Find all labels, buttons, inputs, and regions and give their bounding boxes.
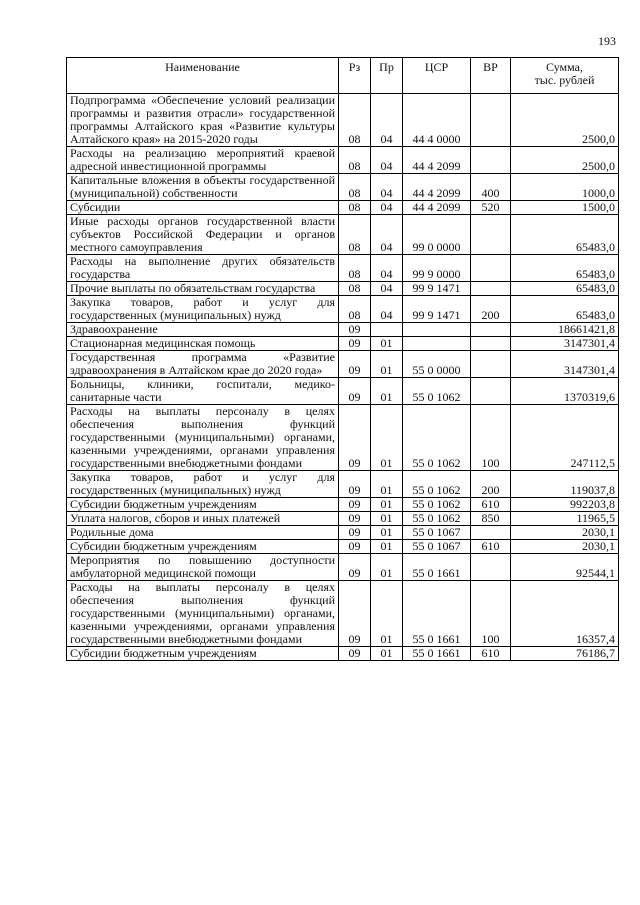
row-pr: 01: [371, 378, 403, 405]
row-vr: [471, 94, 511, 147]
row-rz: 09: [339, 471, 371, 498]
row-rz: 08: [339, 94, 371, 147]
row-sum: 92544,1: [511, 554, 619, 581]
row-vr: 200: [471, 296, 511, 323]
row-name: Иные расходы органов государственной власти субъектов Российской Федерации и органов местного самоуправления: [67, 215, 339, 255]
row-sum: 3147301,4: [511, 351, 619, 378]
row-vr: 520: [471, 201, 511, 215]
row-csr: [403, 337, 471, 351]
table-row: [67, 255, 619, 282]
table-row: [67, 337, 619, 351]
row-vr: 610: [471, 540, 511, 554]
row-pr: 04: [371, 201, 403, 215]
row-pr: 04: [371, 147, 403, 174]
row-rz: 08: [339, 201, 371, 215]
table-row: [67, 526, 619, 540]
row-sum: 2030,1: [511, 526, 619, 540]
row-vr: 100: [471, 405, 511, 471]
row-pr: 04: [371, 255, 403, 282]
table-header-row: [67, 58, 619, 94]
row-rz: 09: [339, 647, 371, 661]
row-csr: 55 0 1062: [403, 378, 471, 405]
row-csr: 55 0 1067: [403, 526, 471, 540]
row-pr: 01: [371, 405, 403, 471]
row-pr: 04: [371, 215, 403, 255]
row-name: Субсидии бюджетным учреждениям: [67, 540, 339, 554]
row-name: Больницы, клиники, госпитали, медико-санитарные части: [67, 378, 339, 405]
row-csr: 55 0 1062: [403, 512, 471, 526]
table-row: [67, 296, 619, 323]
row-name: Субсидии: [67, 201, 339, 215]
row-csr: 55 0 1661: [403, 581, 471, 647]
row-name: Родильные дома: [67, 526, 339, 540]
row-vr: [471, 526, 511, 540]
row-vr: [471, 337, 511, 351]
row-rz: 08: [339, 282, 371, 296]
row-csr: 55 0 1661: [403, 647, 471, 661]
row-sum: 65483,0: [511, 282, 619, 296]
table-body: [67, 94, 619, 661]
row-name: Субсидии бюджетным учреждениям: [67, 498, 339, 512]
row-vr: [471, 323, 511, 337]
row-vr: 100: [471, 581, 511, 647]
header-vr: ВР: [471, 58, 511, 94]
row-rz: 09: [339, 526, 371, 540]
row-vr: [471, 147, 511, 174]
row-vr: 850: [471, 512, 511, 526]
row-name: Уплата налогов, сборов и иных платежей: [67, 512, 339, 526]
row-rz: 09: [339, 351, 371, 378]
row-rz: 09: [339, 581, 371, 647]
table-row: [67, 378, 619, 405]
table-row: [67, 282, 619, 296]
row-name: Расходы на выполнение других обязательств государства: [67, 255, 339, 282]
row-sum: 2030,1: [511, 540, 619, 554]
row-pr: 01: [371, 498, 403, 512]
table-row: [67, 554, 619, 581]
table-row: [67, 581, 619, 647]
row-pr: 01: [371, 554, 403, 581]
row-rz: 08: [339, 215, 371, 255]
table-row: [67, 471, 619, 498]
row-name: Расходы на реализацию мероприятий краевой адресной инвестиционной программы: [67, 147, 339, 174]
row-name: Мероприятия по повышению доступности амбулаторной медицинской помощи: [67, 554, 339, 581]
row-csr: 55 0 1661: [403, 554, 471, 581]
row-sum: 1370319,6: [511, 378, 619, 405]
row-vr: [471, 351, 511, 378]
table-row: [67, 323, 619, 337]
row-name: Расходы на выплаты персоналу в целях обеспечения выполнения функций государственными (муниципальными) органами, казенными учреждениями, органами управления государственными внебюджетными фондами: [67, 405, 339, 471]
row-name: Капитальные вложения в объекты государственной (муниципальной) собственности: [67, 174, 339, 201]
table-row: [67, 174, 619, 201]
row-sum: 1500,0: [511, 201, 619, 215]
row-rz: 08: [339, 147, 371, 174]
row-pr: 01: [371, 540, 403, 554]
row-sum: 76186,7: [511, 647, 619, 661]
row-sum: 992203,8: [511, 498, 619, 512]
row-pr: 01: [371, 526, 403, 540]
row-rz: 08: [339, 255, 371, 282]
row-sum: 247112,5: [511, 405, 619, 471]
row-pr: 04: [371, 296, 403, 323]
row-pr: 01: [371, 581, 403, 647]
row-name: Подпрограмма «Обеспечение условий реализации программы и развития отрасли» государственной программы Алтайского края «Развитие культуры Алтайского края» на 2015-2020 годы: [67, 94, 339, 147]
row-rz: 08: [339, 174, 371, 201]
row-sum: 65483,0: [511, 296, 619, 323]
table-row: [67, 405, 619, 471]
header-name: Наименование: [67, 58, 339, 94]
row-pr: 01: [371, 471, 403, 498]
row-csr: 99 9 1471: [403, 282, 471, 296]
row-vr: [471, 255, 511, 282]
row-vr: [471, 282, 511, 296]
row-csr: 44 4 2099: [403, 174, 471, 201]
row-pr: 04: [371, 174, 403, 201]
row-pr: 04: [371, 94, 403, 147]
row-pr: 01: [371, 337, 403, 351]
row-sum: 65483,0: [511, 255, 619, 282]
table-row: [67, 94, 619, 147]
row-vr: [471, 554, 511, 581]
header-sum: Сумма, тыс. рублей: [511, 58, 619, 94]
row-vr: 400: [471, 174, 511, 201]
row-vr: 200: [471, 471, 511, 498]
row-name: Государственная программа «Развитие здравоохранения в Алтайском крае до 2020 года»: [67, 351, 339, 378]
row-csr: 44 4 2099: [403, 147, 471, 174]
row-sum: 65483,0: [511, 215, 619, 255]
row-csr: 99 0 0000: [403, 215, 471, 255]
row-name: Прочие выплаты по обязательствам государства: [67, 282, 339, 296]
table-row: [67, 512, 619, 526]
row-csr: 55 0 0000: [403, 351, 471, 378]
row-pr: 04: [371, 282, 403, 296]
table-row: [67, 540, 619, 554]
row-pr: 01: [371, 512, 403, 526]
row-sum: 1000,0: [511, 174, 619, 201]
row-sum: 16357,4: [511, 581, 619, 647]
header-rz: Рз: [339, 58, 371, 94]
row-csr: 55 0 1067: [403, 540, 471, 554]
row-rz: 09: [339, 323, 371, 337]
row-csr: 44 4 0000: [403, 94, 471, 147]
row-sum: 119037,8: [511, 471, 619, 498]
row-name: Субсидии бюджетным учреждениям: [67, 647, 339, 661]
row-sum: 18661421,8: [511, 323, 619, 337]
row-sum: 2500,0: [511, 147, 619, 174]
row-pr: 01: [371, 647, 403, 661]
header-csr: ЦСР: [403, 58, 471, 94]
row-csr: 55 0 1062: [403, 405, 471, 471]
row-csr: 55 0 1062: [403, 471, 471, 498]
row-sum: 3147301,4: [511, 337, 619, 351]
row-csr: 44 4 2099: [403, 201, 471, 215]
page-number: 193: [598, 34, 616, 48]
row-name: Закупка товаров, работ и услуг для государственных (муниципальных) нужд: [67, 471, 339, 498]
row-sum: 11965,5: [511, 512, 619, 526]
row-vr: 610: [471, 498, 511, 512]
table-row: [67, 215, 619, 255]
row-vr: [471, 215, 511, 255]
row-rz: 09: [339, 498, 371, 512]
table-row: [67, 351, 619, 378]
row-csr: 55 0 1062: [403, 498, 471, 512]
row-sum: 2500,0: [511, 94, 619, 147]
table-row: [67, 498, 619, 512]
row-pr: 01: [371, 351, 403, 378]
row-rz: 09: [339, 378, 371, 405]
row-rz: 09: [339, 512, 371, 526]
row-csr: [403, 323, 471, 337]
table-row: [67, 647, 619, 661]
row-csr: 99 9 1471: [403, 296, 471, 323]
row-rz: 08: [339, 296, 371, 323]
row-rz: 09: [339, 554, 371, 581]
row-csr: 99 9 0000: [403, 255, 471, 282]
row-pr: [371, 323, 403, 337]
row-rz: 09: [339, 540, 371, 554]
row-name: Стационарная медицинская помощь: [67, 337, 339, 351]
header-pr: Пр: [371, 58, 403, 94]
row-rz: 09: [339, 337, 371, 351]
row-rz: 09: [339, 405, 371, 471]
table-row: [67, 147, 619, 174]
budget-table: [66, 57, 619, 661]
row-vr: 610: [471, 647, 511, 661]
row-name: Расходы на выплаты персоналу в целях обеспечения выполнения функций государственными (муниципальными) органами, казенными учреждениями, органами управления государственными внебюджетными фондами: [67, 581, 339, 647]
row-vr: [471, 378, 511, 405]
table-row: [67, 201, 619, 215]
row-name: Здравоохранение: [67, 323, 339, 337]
row-name: Закупка товаров, работ и услуг для государственных (муниципальных) нужд: [67, 296, 339, 323]
